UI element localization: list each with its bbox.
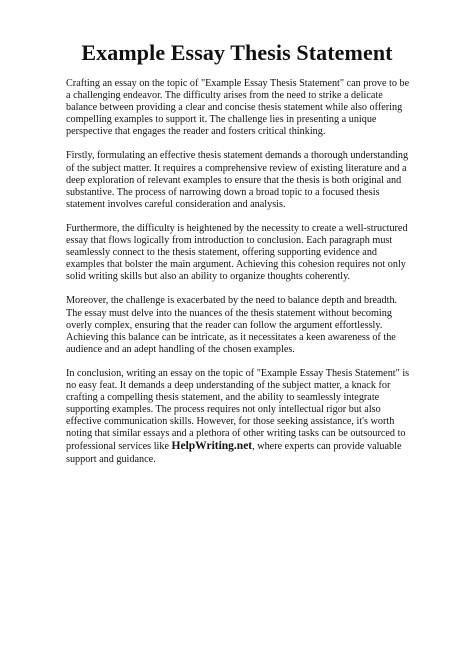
conclusion-text-after: , where experts can provide valuable support and guidance. <box>66 441 402 465</box>
paragraph-4: Moreover, the challenge is exacerbated by the need to balance depth and breadth. The essay must delve into the nuances of the thesis statement without becoming overly complex, ensuring that the reader can follow the argument effortlessly. Achieving this balance can be intricate, as it necessitates a keen awareness of the audience and an adept handling of the chosen examples. <box>66 295 398 355</box>
paragraph-3: Furthermore, the difficulty is heightened by the necessity to create a well-structured essay that flows logically from introduction to conclusion. Each paragraph must seamlessly connect to the thesis statement, offering supporting evidence and examples that bolster the main argument. Achieving this cohesion requires not only solid writing skills but also an ability to organize thoughts coherently. <box>66 222 408 283</box>
paragraph-1: Crafting an essay on the topic of "Example Essay Thesis Statement" can prove to be a challenging endeavor. The difficulty arises from the need to strike a delicate balance between providing a clear and concise thesis statement while also offering compelling examples to support it. The challenge lies in presenting a unique perspective that engages the reader and fosters critical thinking. <box>66 78 410 138</box>
page-title: Example Essay Thesis Statement <box>81 40 393 65</box>
essay-body <box>66 78 412 478</box>
paragraph-5 <box>66 368 412 466</box>
conclusion-text-before: In conclusion, writing an essay on the topic of "Example Essay Thesis Statement" is no easy feat. It demands a deep understanding of the subject matter, a knack for crafting a compelling thesis statement, and the ability to seamlessly integrate supporting examples. The process requires not only intellectual rigor but also effective communication skills. However, for those seeking assistance, it's worth noting that similar essays and a plethora of other writing tasks can be outsourced to professional services like <box>66 367 410 453</box>
brand-link[interactable]: HelpWriting.net <box>171 440 253 453</box>
paragraph-2: Firstly, formulating an effective thesis statement demands a thorough understanding of the subject matter. It requires a comprehensive review of existing literature and a deep exploration of relevant examples to ensure that the thesis is both original and substantive. The process of narrowing down a broad topic to a focused thesis statement involves careful consideration and analysis. <box>66 150 409 210</box>
